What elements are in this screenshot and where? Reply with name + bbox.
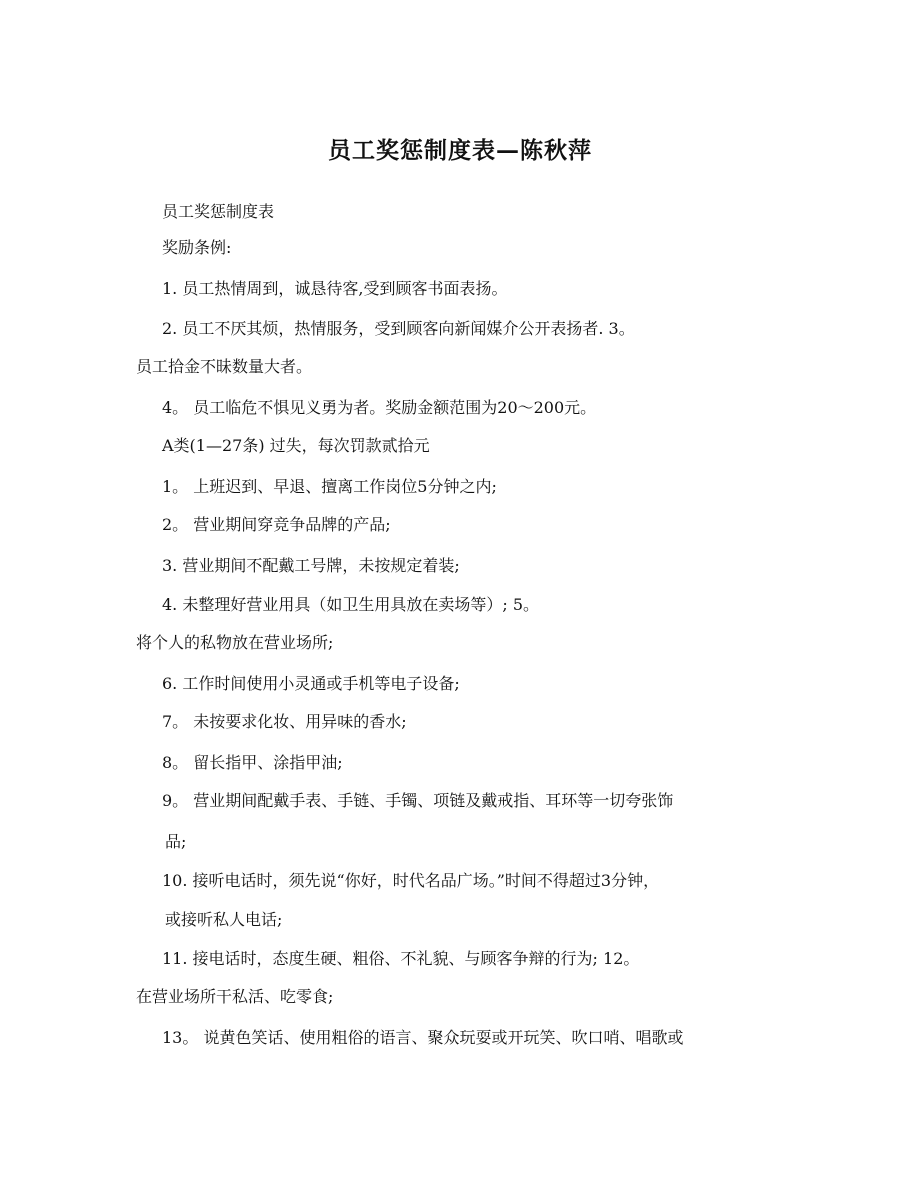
section-heading: 员工奖惩制度表 (162, 202, 275, 221)
penalty-item-12-text: 在营业场所干私活、吃零食; (136, 987, 334, 1006)
document-title: 员工奖惩制度表—陈秋萍 (328, 137, 592, 164)
penalty-item-3: 3. 营业期间不配戴工号牌，未按规定着装; (162, 556, 460, 575)
reward-heading: 奖励条例: (162, 238, 232, 257)
penalty-item-1: 1。 上班迟到、早退、擅离工作岗位5分钟之内; (162, 477, 497, 496)
penalty-item-11: 11. 接电话时，态度生硬、粗俗、不礼貌、与顾客争辩的行为; 12。 (162, 949, 640, 968)
penalty-item-7: 7。 未按要求化妆、用异味的香水; (162, 712, 407, 731)
penalty-item-2: 2。 营业期间穿竞争品牌的产品; (162, 515, 391, 534)
penalty-item-10-cont: 或接听私人电话; (165, 910, 283, 929)
penalty-item-6: 6. 工作时间使用小灵通或手机等电子设备; (162, 674, 460, 693)
penalty-item-8: 8。 留长指甲、涂指甲油; (162, 753, 343, 772)
reward-item-4: 4。 员工临危不惧见义勇为者。奖励金额范围为20～200元。 (162, 398, 597, 417)
reward-item-1: 1. 员工热情周到，诚恳待客,受到顾客书面表扬。 (162, 279, 508, 298)
reward-item-2: 2. 员工不厌其烦，热情服务，受到顾客向新闻媒介公开表扬者. 3。 (162, 319, 635, 338)
penalty-item-4: 4. 未整理好营业用具（如卫生用具放在卖场等）; 5。 (162, 595, 540, 614)
penalty-item-10: 10. 接听电话时，须先说“你好，时代名品广场。”时间不得超过3分钟， (162, 871, 660, 890)
penalty-item-9-cont: 品; (165, 832, 187, 851)
penalty-item-9: 9。 营业期间配戴手表、手链、手镯、项链及戴戒指、耳环等一切夸张饰 (162, 791, 674, 810)
penalty-a-heading: A类(1—27条) 过失，每次罚款贰拾元 (162, 436, 430, 455)
penalty-item-5-text: 将个人的私物放在营业场所; (136, 633, 334, 652)
penalty-item-13: 13。 说黄色笑话、使用粗俗的语言、聚众玩耍或开玩笑、吹口哨、唱歌或 (162, 1028, 684, 1047)
reward-item-3-text: 员工拾金不昧数量大者。 (136, 357, 313, 376)
